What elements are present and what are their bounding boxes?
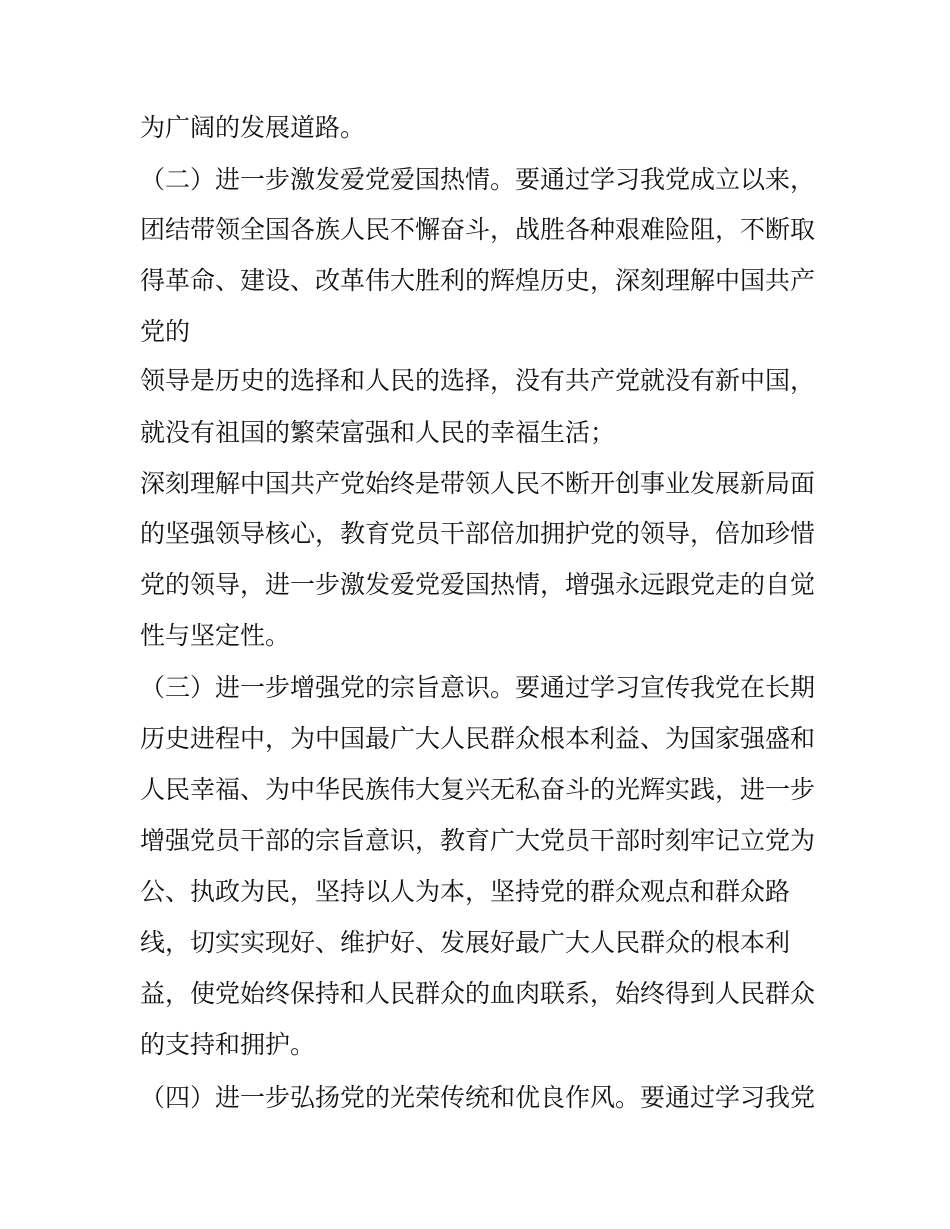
text-line: 的支持和拥护。 xyxy=(140,1030,316,1059)
text-line: 益，使党始终保持和人民群众的血肉联系，始终得到人民群众 xyxy=(140,979,816,1008)
text-line: （二）进一步激发爱党爱国热情。要通过学习我党成立以来， xyxy=(140,165,816,194)
text-line: 历史进程中，为中国最广大人民群众根本利益、为国家强盛和 xyxy=(140,724,816,753)
text-line: （四）进一步弘扬党的光荣传统和优良作风。要通过学习我党 xyxy=(140,1083,816,1112)
text-line: 党的 xyxy=(140,317,191,346)
text-line: 的坚强领导核心，教育党员干部倍加拥护党的领导，倍加珍惜 xyxy=(140,519,816,548)
text-line: （三）进一步增强党的宗旨意识。要通过学习宣传我党在长期 xyxy=(140,673,816,702)
text-line: 线，切实实现好、维护好、发展好最广大人民群众的根本利 xyxy=(140,928,791,957)
text-line: 党的领导，进一步激发爱党爱国热情，增强永远跟党走的自觉 xyxy=(140,570,816,599)
text-line: 增强党员干部的宗旨意识，教育广大党员干部时刻牢记立党为 xyxy=(140,826,816,855)
text-line: 深刻理解中国共产党始终是带领人民不断开创事业发展新局面 xyxy=(140,469,816,498)
text-line: 领导是历史的选择和人民的选择，没有共产党就没有新中国， xyxy=(140,366,816,395)
text-line: 性与坚定性。 xyxy=(140,621,291,650)
text-line: 人民幸福、为中华民族伟大复兴无私奋斗的光辉实践，进一步 xyxy=(140,775,816,804)
text-line: 公、执政为民，坚持以人为本，坚持党的群众观点和群众路 xyxy=(140,877,791,906)
text-line: 就没有祖国的繁荣富强和人民的幸福生活； xyxy=(140,418,616,447)
text-line: 团结带领全国各族人民不懈奋斗，战胜各种艰难险阻，不断取 xyxy=(140,215,816,244)
text-line: 为广阔的发展道路。 xyxy=(140,113,366,142)
text-line: 得革命、建设、改革伟大胜利的辉煌历史，深刻理解中国共产 xyxy=(140,266,816,295)
